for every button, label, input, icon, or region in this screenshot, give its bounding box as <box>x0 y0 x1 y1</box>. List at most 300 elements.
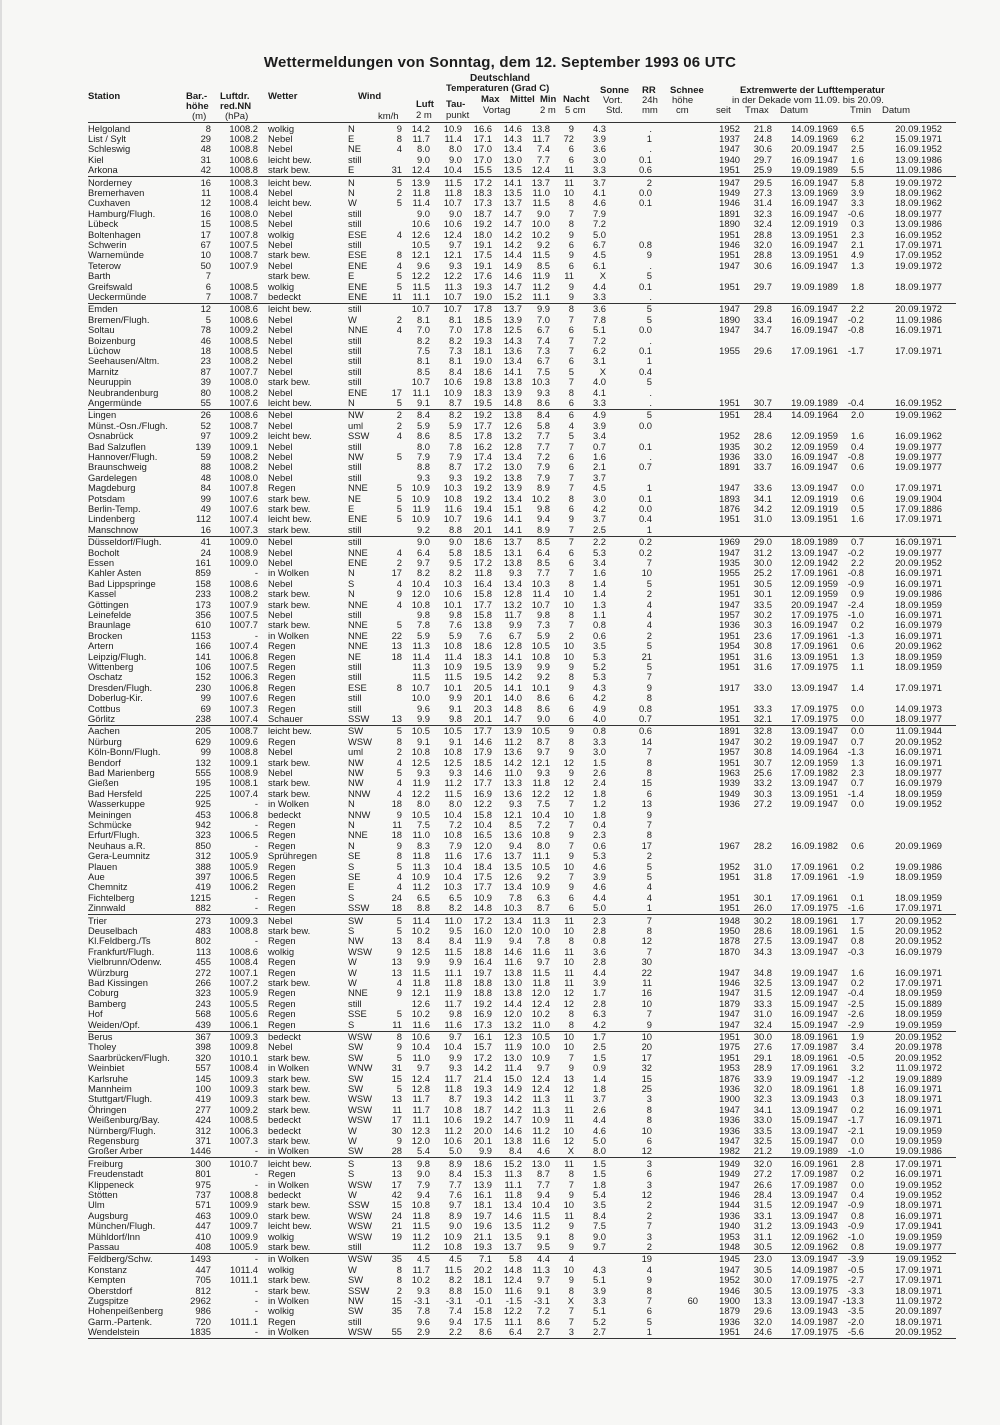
table-cell: 34.1 <box>753 1103 772 1115</box>
table-cell: 30.8 <box>753 746 772 758</box>
table-cell: 6 <box>568 324 574 336</box>
table-cell: 1982 <box>719 1145 740 1157</box>
table-cell: 2.2 <box>592 536 606 548</box>
table-cell: 7.9 <box>448 450 462 462</box>
table-cell: Passau <box>88 1240 120 1252</box>
table-cell: 152 <box>195 671 211 683</box>
table-cell: Essen <box>88 556 115 568</box>
table-cell: 1009.3 <box>229 1082 258 1094</box>
table-cell: 10.0 <box>411 692 430 704</box>
table-cell: 1951 <box>719 396 740 408</box>
table-cell: Weinbiet <box>88 1062 125 1074</box>
table-cell: 10.3 <box>531 577 550 589</box>
table-cell: 10.1 <box>531 681 550 693</box>
table-cell: stark bew. <box>268 1284 311 1296</box>
table-cell: 14.1 <box>503 523 522 535</box>
table-cell: 8.6 <box>536 1315 550 1327</box>
table-cell: -0.8 <box>847 567 864 579</box>
table-cell: 26.6 <box>753 1178 772 1190</box>
table-cell: 13.09.1986 <box>895 218 942 230</box>
table-cell: 14.7 <box>503 218 522 230</box>
table-cell: in Wolken <box>268 567 309 579</box>
table-cell: 14.1 <box>503 176 522 188</box>
table-cell: 12.2 <box>411 270 430 282</box>
table-cell: 8.6 <box>478 1326 492 1338</box>
table-cell: 11.8 <box>412 976 430 988</box>
table-cell: 1951 <box>719 588 740 600</box>
table-cell: 0.2 <box>850 619 864 631</box>
table-cell: 1917 <box>719 681 740 693</box>
table-cell: 8.2 <box>448 902 462 914</box>
table-cell: 1936 <box>719 1209 740 1221</box>
table-cell: 11.3 <box>504 1168 522 1180</box>
table-cell: 9.7 <box>592 1240 606 1252</box>
table-cell: 17.09.1975 <box>791 608 838 620</box>
table-cell: 10.8 <box>531 829 550 841</box>
table-cell: 11.6 <box>504 1284 522 1296</box>
table-cell: 10.3 <box>443 577 462 589</box>
table-cell: 5 <box>646 577 652 589</box>
table-cell: 14.09.1969 <box>791 122 838 134</box>
table-cell: 9.9 <box>416 712 430 724</box>
table-cell: 28.8 <box>753 249 772 261</box>
table-cell: 8 <box>396 249 402 261</box>
table-cell: 1008.7 <box>229 419 258 431</box>
table-cell: 31.0 <box>753 860 772 872</box>
col-header-vortag: Vortag <box>483 105 511 116</box>
table-cell: 1008.4 <box>229 186 258 198</box>
table-cell: 0.6 <box>850 839 864 851</box>
table-cell: 10 <box>563 588 574 600</box>
table-cell: 9.7 <box>416 556 430 568</box>
table-cell: SSW <box>348 902 370 914</box>
table-cell: 17.09.1961 <box>791 344 838 356</box>
table-cell: 30.5 <box>753 577 772 589</box>
table-cell: S <box>348 891 355 903</box>
table-cell: 9.3 <box>448 259 462 271</box>
table-cell: 24 <box>391 891 402 903</box>
table-cell: 17.09.1987 <box>791 1168 838 1180</box>
table-cell: 13.3 <box>503 777 522 789</box>
table-cell: 9.7 <box>536 956 550 968</box>
table-cell: stark bew. <box>268 1274 311 1286</box>
table-cell: 7.7 <box>536 1178 550 1190</box>
table-cell: 7.3 <box>448 344 462 356</box>
table-cell: 10 <box>641 1030 652 1042</box>
table-cell: 19.0 <box>473 355 492 367</box>
table-cell: 1 <box>646 482 652 494</box>
table-cell: 0.1 <box>638 344 652 356</box>
table-cell: 7 <box>568 1315 574 1327</box>
table-cell: 14.3 <box>503 334 522 346</box>
table-cell: 3 <box>646 1178 652 1190</box>
table-cell: 8 <box>646 1284 652 1296</box>
table-cell: 12 <box>563 987 574 999</box>
table-cell: 7.8 <box>416 1305 430 1317</box>
table-cell: 3 <box>646 1093 652 1105</box>
table-cell: 14.09.1987 <box>791 1315 838 1327</box>
table-cell: 18.5 <box>473 313 492 325</box>
table-cell: 7.5 <box>416 344 430 356</box>
table-cell: Regen <box>268 956 296 968</box>
col-header-bar-2: höhe <box>186 101 209 112</box>
table-cell: 1.4 <box>592 577 606 589</box>
table-cell: 10 <box>641 1124 652 1136</box>
table-cell: 8 <box>646 1114 652 1126</box>
table-cell: Lüchow <box>88 344 121 356</box>
table-cell: 0.0 <box>850 482 864 494</box>
table-cell: 9 <box>568 1240 574 1252</box>
table-cell: 11.0 <box>532 1018 550 1030</box>
table-cell: 19.09.1977 <box>895 1240 942 1252</box>
table-cell: 30.5 <box>753 1263 772 1275</box>
table-cell: 7 <box>646 914 652 926</box>
table-cell: 88 <box>200 461 211 473</box>
table-row <box>88 872 956 882</box>
table-cell: 10.6 <box>411 1030 430 1042</box>
table-cell: Nebel <box>268 546 293 558</box>
table-cell: 9 <box>646 1018 652 1030</box>
table-row <box>88 1169 956 1179</box>
table-cell: 10.5 <box>531 1030 550 1042</box>
table-cell: Nebel <box>268 556 293 568</box>
table-cell: 9.3 <box>448 1062 462 1074</box>
table-cell: 20.0 <box>473 1124 492 1136</box>
table-cell: 6 <box>646 1168 652 1180</box>
table-cell: 9.1 <box>416 396 430 408</box>
table-cell: 455 <box>195 956 211 968</box>
table-cell: 10.9 <box>411 492 430 504</box>
table-cell: 16.09.1971 <box>895 608 942 620</box>
table-cell: 27.3 <box>753 186 772 198</box>
table-cell: 5 <box>396 1008 402 1020</box>
table-cell: 13 <box>641 798 652 810</box>
table-cell: 13.7 <box>503 1240 522 1252</box>
table-cell: 17.09.1971 <box>895 902 942 914</box>
table-cell: 28.9 <box>753 1062 772 1074</box>
table-cell: 10.7 <box>443 513 462 525</box>
table-cell: 1.8 <box>592 1082 606 1094</box>
table-cell: 8 <box>568 671 574 683</box>
table-cell: 11.0 <box>412 829 430 841</box>
table-cell: 1005.6 <box>229 1008 258 1020</box>
table-cell: W <box>348 1188 357 1200</box>
table-cell: stark bew. <box>268 1082 311 1094</box>
table-cell: 16.0 <box>473 924 492 936</box>
table-row <box>88 325 956 335</box>
table-cell: 4 <box>396 881 402 893</box>
table-cell: 0.4 <box>592 818 606 830</box>
table-cell: 16.9 <box>473 1008 492 1020</box>
table-cell: 1951 <box>719 228 740 240</box>
table-cell: Nebel <box>268 259 293 271</box>
col-header-rr-c: mm <box>642 105 658 116</box>
table-cell: 1009.0 <box>229 1209 258 1221</box>
table-cell: 8.2 <box>416 334 430 346</box>
table-cell: wolkig <box>268 228 295 240</box>
table-cell: 30 <box>391 1124 402 1136</box>
table-cell: SW <box>348 1274 364 1286</box>
table-cell: in Wolken <box>268 629 309 641</box>
table-cell: ENE <box>348 290 368 302</box>
table-cell: 16 <box>200 523 211 535</box>
table-cell: 11.09.1972 <box>895 1062 942 1074</box>
table-cell: 1007.1 <box>229 966 258 978</box>
table-cell: 11.2 <box>532 280 550 292</box>
table-cell: 11 <box>564 976 574 988</box>
col-header-schnee-a: Schnee <box>670 85 704 96</box>
table-cell: 8.5 <box>508 818 522 830</box>
table-cell: 3.9 <box>592 870 606 882</box>
table-cell: 12.6 <box>411 997 430 1009</box>
table-cell: 13.5 <box>503 164 522 176</box>
table-cell: 30.2 <box>753 735 772 747</box>
table-cell: 141 <box>195 650 211 662</box>
table-cell: 8 <box>396 850 402 862</box>
table-cell: 11.4 <box>412 197 430 209</box>
table-cell: Brocken <box>88 629 123 641</box>
table-cell: -2.4 <box>847 598 864 610</box>
table-cell: 14.2 <box>503 1093 522 1105</box>
table-cell: 10.9 <box>531 1114 550 1126</box>
table-cell: 5.9 <box>536 629 550 641</box>
table-cell: 5 <box>646 660 652 672</box>
table-cell: 1007.7 <box>229 619 258 631</box>
table-cell: 18.09.1977 <box>895 712 942 724</box>
table-cell: Regen <box>268 891 296 903</box>
table-cell: 10.9 <box>443 660 462 672</box>
table-cell: 13.7 <box>503 197 522 209</box>
table-cell: 3.9 <box>592 132 606 144</box>
table-cell: 27.6 <box>753 1041 772 1053</box>
table-cell: 55 <box>200 396 211 408</box>
table-cell: 12.5 <box>411 756 430 768</box>
table-cell: 10 <box>563 956 574 968</box>
table-cell: 19.09.1989 <box>791 396 838 408</box>
table-cell: -3.1 <box>533 1294 550 1306</box>
table-cell: 31 <box>200 153 211 165</box>
table-cell: 15.8 <box>473 808 492 820</box>
table-cell: 27.2 <box>753 798 772 810</box>
table-cell: 1900 <box>719 1093 740 1105</box>
table-cell: 10 <box>200 249 211 261</box>
table-cell: 18.09.1962 <box>895 186 942 198</box>
table-cell: 17.09.1975 <box>791 902 838 914</box>
table-cell: 555 <box>195 766 211 778</box>
table-cell: leicht bew. <box>268 197 312 209</box>
table-cell: 17.4 <box>473 450 492 462</box>
table-cell: 10.1 <box>443 681 462 693</box>
table-cell: 7 <box>568 376 574 388</box>
table-cell: 1947 <box>719 324 740 336</box>
table-cell: 7 <box>568 619 574 631</box>
table-cell: 8 <box>396 1274 402 1286</box>
table-cell: 323 <box>195 829 211 841</box>
table-cell: 13.0 <box>503 461 522 473</box>
table-cell: 12 <box>563 756 574 768</box>
table-cell: 9.5 <box>448 924 462 936</box>
table-cell: still <box>348 660 362 672</box>
table-cell: 11.4 <box>444 650 462 662</box>
table-cell: 11.8 <box>412 1209 430 1221</box>
table-cell: 2.6 <box>592 1103 606 1115</box>
table-cell: 19.5 <box>473 396 492 408</box>
table-cell: 1008.0 <box>229 207 258 219</box>
table-cell: 24 <box>200 546 211 558</box>
table-cell: NNW <box>348 787 371 799</box>
table-cell: Feldberg/Schw. <box>88 1253 153 1265</box>
table-cell: 1.7 <box>592 987 606 999</box>
table-cell: 11.6 <box>444 502 462 514</box>
table-cell: 14.1 <box>503 681 522 693</box>
table-cell: 32.8 <box>753 725 772 737</box>
table-cell: 9 <box>568 1274 574 1286</box>
table-cell: 7.8 <box>508 891 522 903</box>
table-cell: 12 <box>200 197 211 209</box>
table-cell: 17 <box>641 1051 652 1063</box>
table-cell: 17.09.1987 <box>791 1041 838 1053</box>
table-cell: W <box>348 313 357 325</box>
table-cell: Doberlug-Kir. <box>88 692 143 704</box>
table-cell: 6 <box>568 702 574 714</box>
table-cell: 1952 <box>719 1274 740 1286</box>
table-cell: 10.0 <box>531 924 550 936</box>
table-cell: 1008.7 <box>229 725 258 737</box>
table-cell: 16.09.1971 <box>895 1103 942 1115</box>
table-cell: still <box>348 536 362 548</box>
table-cell: Kahler Asten <box>88 567 142 579</box>
table-cell: Nürnberg/Flugh. <box>88 1124 156 1136</box>
table-cell: X <box>599 270 606 282</box>
table-cell: 0.7 <box>850 777 864 789</box>
table-cell: 3 <box>646 1230 652 1242</box>
table-cell: 1951 <box>719 891 740 903</box>
table-cell: 3.4 <box>592 556 606 568</box>
table-cell: 2.3 <box>592 829 606 841</box>
table-cell: Barth <box>88 270 111 282</box>
table-cell: NW <box>348 777 364 789</box>
table-cell: 1011.4 <box>230 1263 258 1275</box>
table-cell: 3.3 <box>592 290 606 302</box>
table-cell: 10.5 <box>411 238 430 250</box>
table-cell: 8.4 <box>592 1209 606 1221</box>
table-cell: 8.6 <box>536 692 550 704</box>
table-cell: 9.9 <box>478 1145 492 1157</box>
table-cell: 6 <box>568 692 574 704</box>
table-cell: 17.09.1961 <box>791 870 838 882</box>
table-cell: 2 <box>396 746 402 758</box>
table-cell: 13.5 <box>503 1220 522 1232</box>
table-cell: 7 <box>205 290 211 302</box>
table-cell: 1870 <box>719 945 740 957</box>
table-cell: 13.09.1947 <box>791 1209 838 1221</box>
table-cell: 15.8 <box>473 608 492 620</box>
table-cell: 10.7 <box>443 197 462 209</box>
table-cell: in Wolken <box>268 1178 309 1190</box>
table-cell: 7.9 <box>536 461 550 473</box>
table-cell: 11 <box>564 1157 574 1169</box>
table-cell: 13.09.1943 <box>791 1220 838 1232</box>
table-cell: 13.2 <box>503 430 522 442</box>
table-cell: 7 <box>568 313 574 325</box>
table-cell: 1008.2 <box>229 588 258 600</box>
table-cell: 8.5 <box>536 259 550 271</box>
table-cell: -1.3 <box>847 746 864 758</box>
table-cell: 19.09.1959 <box>895 1230 942 1242</box>
table-cell: 4.2 <box>592 502 606 514</box>
table-cell: 9.2 <box>536 238 550 250</box>
table-cell: 8.6 <box>536 396 550 408</box>
table-cell: 14.8 <box>503 1263 522 1275</box>
table-cell: 4.6 <box>592 860 606 872</box>
table-cell: . <box>649 259 652 271</box>
table-cell: 32.4 <box>753 218 772 230</box>
table-cell: Nebel <box>268 324 293 336</box>
table-cell: 11.2 <box>412 1240 430 1252</box>
table-cell: stark bew. <box>268 1240 311 1252</box>
table-cell: 408 <box>195 1240 211 1252</box>
table-cell: Neuhaus a.R. <box>88 839 146 851</box>
table-cell: 49 <box>200 502 211 514</box>
table-cell: stark bew. <box>268 502 311 514</box>
table-cell: 11.5 <box>444 176 462 188</box>
table-cell: 30.6 <box>753 143 772 155</box>
table-cell: 18.09.1989 <box>791 536 838 548</box>
table-cell: 10 <box>563 1263 574 1275</box>
table-cell: 720 <box>195 1315 211 1327</box>
table-cell: 5 <box>396 766 402 778</box>
table-cell: Regen <box>268 966 296 978</box>
table-cell: 17.6 <box>473 850 492 862</box>
table-cell: 1940 <box>719 1220 740 1232</box>
table-cell: 1951 <box>719 577 740 589</box>
table-cell: Nebel <box>268 355 293 367</box>
table-cell: 8.7 <box>536 902 550 914</box>
table-cell: 9 <box>568 1220 574 1232</box>
table-cell: Fichtelberg <box>88 891 135 903</box>
table-cell: 9 <box>568 290 574 302</box>
table-cell: 16.09.1971 <box>895 324 942 336</box>
table-cell: 11 <box>564 164 574 176</box>
table-cell: 21 <box>391 1220 402 1232</box>
table-row <box>88 641 956 651</box>
table-cell: Gießen <box>88 777 119 789</box>
table-cell: 1953 <box>719 1230 740 1242</box>
table-cell: 32 <box>641 1062 652 1074</box>
table-cell: 11.7 <box>412 132 430 144</box>
table-cell: 11.0 <box>504 766 522 778</box>
table-cell: 6 <box>568 502 574 514</box>
table-cell: 5 <box>396 280 402 292</box>
table-cell: 557 <box>195 1062 211 1074</box>
table-cell: - <box>254 1145 258 1157</box>
table-cell: 17.09.1971 <box>895 344 942 356</box>
table-cell: 10.0 <box>531 1041 550 1053</box>
table-cell: 32.3 <box>753 1093 772 1105</box>
table-cell: stark bew. <box>268 756 311 768</box>
table-cell: 1876 <box>719 502 740 514</box>
table-cell: 1.6 <box>850 513 864 525</box>
table-cell: 25.9 <box>753 164 772 176</box>
table-cell: Nebel <box>268 471 293 483</box>
table-cell: SW <box>348 1082 364 1094</box>
table-cell: 0.6 <box>850 461 864 473</box>
table-cell: 13.9 <box>473 1178 492 1190</box>
table-cell: 1009.9 <box>229 1199 258 1211</box>
table-cell: 10.5 <box>531 860 550 872</box>
table-cell: 3.0 <box>592 746 606 758</box>
table-cell: 12 <box>563 1082 574 1094</box>
